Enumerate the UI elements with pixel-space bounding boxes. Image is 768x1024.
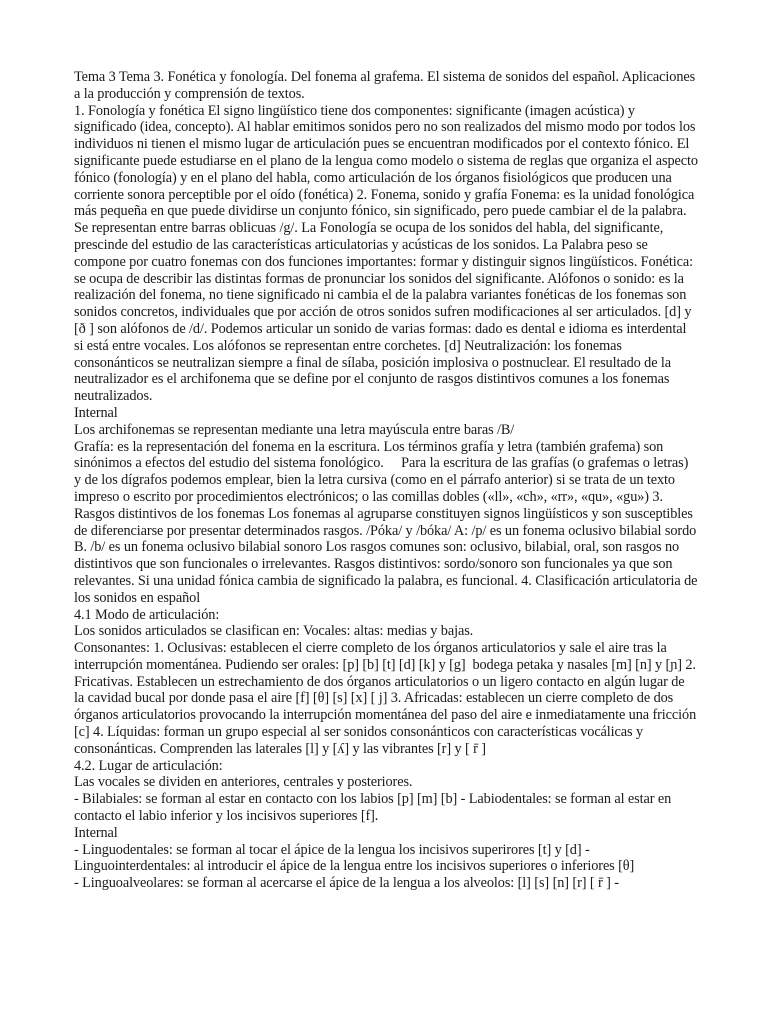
- paragraph-linguodentales: - Linguodentales: se forman al tocar el ápice de la lengua los incisivos superirores [t] y [d] - Linguointerdentales: al introducir el ápice de la lengua entre los incisivos superiores o inferiores [θ]: [74, 841, 635, 875]
- section-heading-modo-articulacion: 4.1 Modo de articulación:: [74, 606, 220, 623]
- paragraph-linguoalveolares: - Linguoalveolares: se forman al acercarse el ápice de la lengua a los alveolos: [l] [s] [n] [r] [ r̄ ] -: [74, 875, 619, 892]
- paragraph-bilabiales: - Bilabiales: se forman al estar en contacto con los labios [p] [m] [b] - Labiodentales: se forman al estar en contacto el labio inferior y los incisivos superiores [f].: [74, 791, 675, 825]
- paragraph-grafia: Grafía: es la representación del fonema en la escritura. Los términos grafía y letra (también grafema) son sinónimos a efectos del estudio del sistema fonológico. Para la escritura de las grafías (o grafemas o letras) y de los dígrafos podemos emplear, bien la letra cursiva (como en el párrafo anterior) si se trata de un texto impreso o escrito por procedimientos electrónicos; o las comillas dobles («ll», «ch», «rr», «qu», «gu») 3. Rasgos distintivos de los fonemas Los fonemas al agruparse constituyen signos lingüísticos y son susceptibles de diferenciarse por presentar determinados rasgos. /Póka/ y /bóka/ A: /p/ es un fonema oclusivo bilabial sordo B. /b/ es un fonema oclusivo bilabial sonoro Los rasgos comunes son: oclusivo, bilabial, oral, son rasgos no distintivos que son funcionales o irrelevantes. Rasgos distintivos: sordo/sonoro son funcionales ya que son relevantes. Si una unidad fónica cambia de significado la palabra, es funcional. 4. Clasificación articulatoria de los sonidos en español: [74, 438, 701, 606]
- document-page: [74, 69, 702, 892]
- paragraph-consonantes: Consonantes: 1. Oclusivas: establecen el cierre completo de los órganos articulatorios y sale el aire tras la interrupción momentánea. Pudiendo ser orales: [p] [b] [t] [d] [k] y [g] bodega petaka y nasales [m] [n] y [ɲ] 2. Fricativas. Establecen un estrechamiento de dos órganos articulatorios o un ligero contacto en algún lugar de la cavidad bucal por donde pasa el aire [f] [θ] [s] [x] [ j] 3. Africadas: establecen un cierre completo de dos órganos articulatorios provocando la interrupción momentánea del paso del aire e inmediatamente una fricción [c] 4. Líquidas: forman un grupo especial al ser sonidos consonánticos con características vocálicas y consonánticas. Comprenden las laterales [l] y [ʎ] y las vibrantes [r] y [ r̄ ]: [74, 640, 700, 757]
- paragraph-sonidos-articulados: Los sonidos articulados se clasifican en: Vocales: altas: medias y bajas.: [74, 623, 474, 640]
- paragraph-archifonemas: Los archifonemas se representan mediante una letra mayúscula entre baras /B/: [74, 421, 515, 438]
- document-title: Tema 3 Tema 3. Fonética y fonología. Del fonema al grafema. El sistema de sonidos del español. Aplicaciones a la producción y comprensión de textos.: [74, 69, 699, 102]
- paragraph-fonologia-fonetica: 1. Fonología y fonética El signo lingüístico tiene dos componentes: significante (imagen acústica) y significado (idea, concepto). Al hablar emitimos sonidos pero no son realizados del mismo modo por todos los individuos ni tienen el mismo lugar de articulación pues se encuentran modificados por el contexto fónico. El significante puede estudiarse en el plano de la lengua como modelo o sistema de reglas que organiza el aspecto fónico (fonología) y en el plano del habla, como articulación de los órganos fisiológicos que producen una corriente sonora perceptible por el oído (fonética) 2. Fonema, sonido y grafía Fonema: es la unidad fonológica más pequeña en que puede dividirse un conjunto fónico, sin significado, pero puede cambiar el de la palabra. Se representan entre barras oblicuas /g/. La Fonología se ocupa de los sonidos del habla, del significante, prescinde del estudio de las características articulatorias y acústicas de los sonidos. La Palabra peso se compone por cuatro fonemas con dos funciones importantes: formar y distinguir signos lingüísticos. Fonética: se ocupa de describir las distintas formas de pronunciar los sonidos del significante. Alófonos o sonido: es la realización del fonema, no tiene significado ni cambia el de la palabra variantes fonéticas de los fonemas son sonidos concretos, individuales que por acción de otros sonidos sufren modificaciones al ser articulados. [d] y [ð ] son alófonos de /d/. Podemos articular un sonido de varias formas: dado es dental e idioma es interdental si está entre vocales. Los alófonos se representan entre corchetes. [d] Neutralización: los fonemas consonánticos se neutralizan siempre a final de sílaba, posición implosiva o postnuclear. El resultado de la neutralizador es el archifonema que se define por el conjunto de rasgos distintivos comunes a los fonemas neutralizados.: [74, 102, 702, 405]
- internal-label: Internal: [74, 404, 118, 421]
- paragraph-vocales: Las vocales se dividen en anteriores, centrales y posteriores.: [74, 774, 413, 791]
- internal-label: Internal: [74, 824, 118, 841]
- section-heading-lugar-articulacion: 4.2. Lugar de articulación:: [74, 757, 223, 774]
